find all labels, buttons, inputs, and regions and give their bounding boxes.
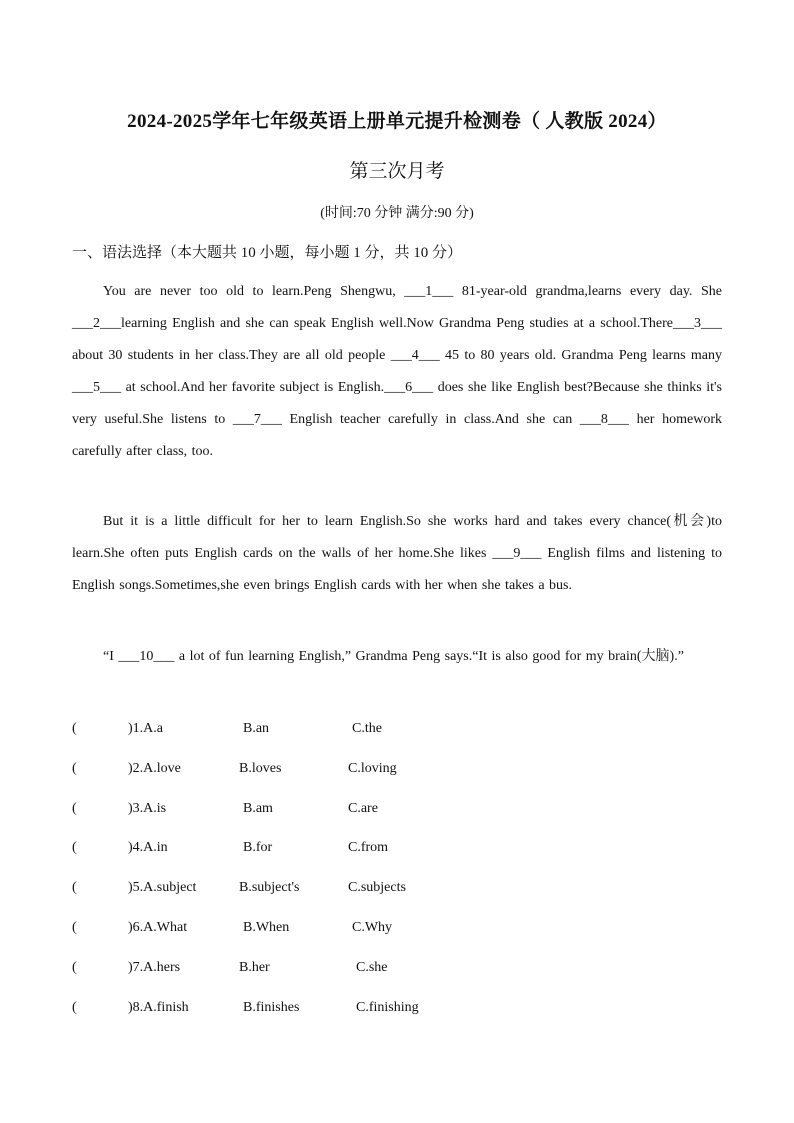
answer-blank-open[interactable]: ( <box>72 960 77 975</box>
answer-blank-open[interactable]: ( <box>72 801 77 816</box>
answer-blank-open[interactable]: ( <box>72 1000 77 1015</box>
question-option-a: )7.A.hers <box>128 960 181 975</box>
question-option-b: B.finishes <box>243 1000 300 1015</box>
answer-blank-open[interactable]: ( <box>72 880 77 895</box>
answer-blank-open[interactable]: ( <box>72 761 77 776</box>
question-row <box>72 916 722 940</box>
answer-blank-open[interactable]: ( <box>72 721 77 736</box>
time-score-info: (时间:70 分钟 满分:90 分) <box>320 206 474 221</box>
question-row <box>72 797 722 821</box>
question-option-c: C.the <box>352 721 382 736</box>
question-option-c: C.finishing <box>356 1000 419 1015</box>
question-option-b: B.her <box>239 960 270 975</box>
passage-paragraph-2: But it is a little difficult for her to learn English.So she works hard and takes every chance(机会)to learn.She often puts English cards on the walls of her home.She likes ___9___ English films and listening to English songs.Sometimes,she even brings English cards with her when she takes a bus. <box>72 514 722 593</box>
question-row <box>72 956 722 980</box>
question-row <box>72 717 722 741</box>
question-option-a: )6.A.What <box>128 920 188 935</box>
question-option-a: )5.A.subject <box>128 880 197 895</box>
question-option-a: )4.A.in <box>128 840 168 855</box>
question-option-b: B.an <box>243 721 270 736</box>
question-row <box>72 876 722 900</box>
question-option-c: C.are <box>348 801 378 816</box>
question-option-c: C.Why <box>352 920 393 935</box>
question-row <box>72 996 722 1020</box>
question-option-c: C.subjects <box>348 880 406 895</box>
question-row <box>72 757 722 781</box>
question-option-c: C.she <box>356 960 388 975</box>
answer-blank-open[interactable]: ( <box>72 840 77 855</box>
question-option-b: B.subject's <box>239 880 300 895</box>
question-option-b: B.When <box>243 920 290 935</box>
exam-subtitle: 第三次月考 <box>349 161 445 182</box>
question-option-c: C.loving <box>348 761 397 776</box>
question-option-b: B.loves <box>239 761 282 776</box>
passage-paragraph-3: “I ___10___ a lot of fun learning English,” Grandma Peng says.“It is also good for my brain(大脑).” <box>103 649 684 664</box>
answer-blank-open[interactable]: ( <box>72 920 77 935</box>
section-heading: 一、语法选择（本大题共 10 小题，每小题 1 分，共 10 分） <box>72 245 463 261</box>
question-option-b: B.am <box>243 801 273 816</box>
question-option-a: )8.A.finish <box>128 1000 189 1015</box>
passage-paragraph-1: You are never too old to learn.Peng Shengwu, ___1___ 81-year-old grandma,learns every day. She ___2___learning English and she can speak English well.Now Grandma Peng studies at a school.There___3___ about 30 students in her class.They are all old people ___4___ 45 to 80 years old. Grandma Peng learns many ___5___ at school.And her favorite subject is English.___6___ does she like English best?Because she thinks it's very useful.She listens to ___7___ English teacher carefully in class.And she can ___8___ her homework carefully after class, too. <box>72 284 722 459</box>
question-option-a: )2.A.love <box>128 761 181 776</box>
question-option-a: )3.A.is <box>128 801 167 816</box>
exam-title: 2024-2025学年七年级英语上册单元提升检测卷（ 人教版 2024） <box>127 111 667 132</box>
question-option-c: C.from <box>348 840 389 855</box>
question-row <box>72 836 722 860</box>
question-option-a: )1.A.a <box>128 721 163 736</box>
question-option-b: B.for <box>243 840 273 855</box>
